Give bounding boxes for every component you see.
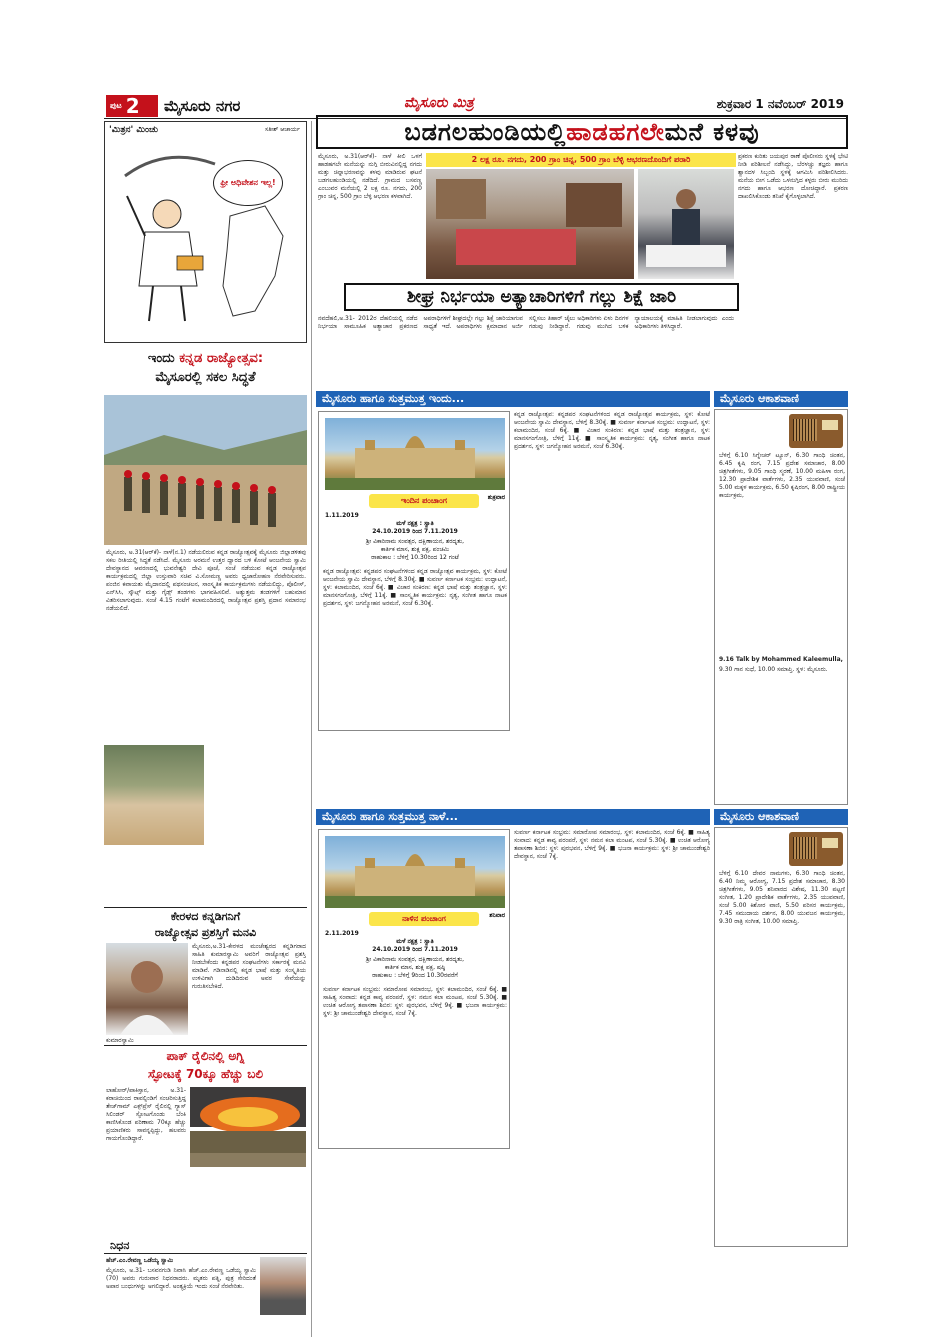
burglary-photo-1: [426, 169, 634, 279]
police-photo-icon: [638, 169, 734, 279]
today-events-left: ಕನ್ನಡ ರಾಜ್ಯೋತ್ಸವ: ಕನ್ನಡಪರ ಸಂಘಟನೆಗಳಿಂದ ಕನ್ನಡ ರಾಜ್ಯೋತ್ಸವ ಕಾರ್ಯಕ್ರಮ, ಸ್ಥಳ: ಕೋಟೆ ಆಂಜನೇಯ ಸ್ವಾಮಿ ದೇವಸ್ಥಾನ, ಬೆಳಿಗ್ಗೆ 8.30ಕ್ಕೆ. ■ ಸುವರ್ಣ ಕರ್ನಾಟಕ ಸಂಭ್ರಮ: ಉದ್ಘಾಟನೆ, ಸ್ಥಳ: ಕಲಾಮಂದಿರ, ಸಂಜೆ 6ಕ್ಕೆ. ■ ವಿಚಾರ ಸಂಕಿರಣ: ಕನ್ನಡ ಭಾಷೆ ಮತ್ತು ತಂತ್ರಜ್ಞಾನ, ಸ್ಥಳ: ಮಾನಸಗಂಗೋತ್ರಿ, ಬೆಳಿಗ್ಗೆ 11ಕ್ಕೆ. ■ ಸಾಂಸ್ಕೃತಿಕ ಕಾರ್ಯಕ್ರಮ: ನೃತ್ಯ, ಸಂಗೀತ ಹಾಗೂ ನಾಟಕ ಪ್ರದರ್ಶನ, ಸ್ಥಳ: ಜಗನ್ಮೋಹನ ಅರಮನೆ, ಸಂಜೆ 6.30ಕ್ಕೆ.: [323, 568, 507, 607]
tomorrow-panchanga-title: ನಾಳಿನ ಪಂಚಾಂಗ: [369, 912, 479, 926]
radio-tomorrow-bar: ಮೈಸೂರು ಆಕಾಶವಾಣಿ: [714, 809, 848, 825]
column-divider: [311, 121, 312, 1337]
tomorrow-day: ಶನಿವಾರ: [489, 912, 505, 919]
parade-image-icon: [104, 395, 307, 545]
palace-icon-2: [325, 836, 505, 908]
tomorrow-masa: ಕಾರ್ತಿಕ ಮಾಸ, ಶುಕ್ಲ ಪಕ್ಷ, ಷಷ್ಠಿ: [384, 964, 446, 971]
tomorrow-rahu: ರಾಹುಕಾಲ : ಬೆಳಿಗ್ಗೆ 9ರಿಂದ 10.30ರವರೆಗೆ: [372, 972, 458, 979]
today-nakshatra: ಮಳೆ ನಕ್ಷತ್ರ : ಸ್ವಾತಿ: [396, 520, 434, 527]
rajyotsava-head-b: ಕನ್ನಡ ರಾಜ್ಯೋತ್ಸವ:: [179, 351, 264, 366]
today-date: 1.11.2019: [325, 512, 359, 519]
page-number: 2: [125, 94, 140, 118]
kerala-rule: [104, 907, 307, 908]
today-bar: ಮೈಸೂರು ಹಾಗೂ ಸುತ್ತಮುತ್ತ ಇಂದು...: [316, 391, 710, 407]
rajyotsava-headline: [104, 349, 307, 387]
masthead: ಮೈಸೂರು ಮಿತ್ರ: [404, 95, 474, 111]
cartoon-speech-bubble: ಫ್ರೀ ಅಧಿವೇಶನ ಇಲ್ಲ!: [213, 160, 283, 206]
pak-rule: [104, 1045, 307, 1046]
nirbhaya-headline: ಶೀಘ್ರ ನಿರ್ಭಯಾ ಅತ್ಯಾಚಾರಿಗಳಿಗೆ ಗಲ್ಲು ಶಿಕ್ಷೆ ಜಾರಿ: [344, 283, 739, 311]
radio-tomorrow-box: [714, 827, 848, 1247]
newspaper-page: [104, 94, 848, 1290]
today-events-right: ಕನ್ನಡ ರಾಜ್ಯೋತ್ಸವ: ಕನ್ನಡಪರ ಸಂಘಟನೆಗಳಿಂದ ಕನ್ನಡ ರಾಜ್ಯೋತ್ಸವ ಕಾರ್ಯಕ್ರಮ, ಸ್ಥಳ: ಕೋಟೆ ಆಂಜನೇಯ ಸ್ವಾಮಿ ದೇವಸ್ಥಾನ, ಬೆಳಿಗ್ಗೆ 8.30ಕ್ಕೆ. ■ ಸುವರ್ಣ ಕರ್ನಾಟಕ ಸಂಭ್ರಮ: ಉದ್ಘಾಟನೆ, ಸ್ಥಳ: ಕಲಾಮಂದಿರ, ಸಂಜೆ 6ಕ್ಕೆ. ■ ವಿಚಾರ ಸಂಕಿರಣ: ಕನ್ನಡ ಭಾಷೆ ಮತ್ತು ತಂತ್ರಜ್ಞಾನ, ಸ್ಥಳ: ಮಾನಸಗಂಗೋತ್ರಿ, ಬೆಳಿಗ್ಗೆ 11ಕ್ಕೆ. ■ ಸಾಂಸ್ಕೃತಿಕ ಕಾರ್ಯಕ್ರಮ: ನೃತ್ಯ, ಸಂಗೀತ ಹಾಗೂ ನಾಟಕ ಪ್ರದರ್ಶನ, ಸ್ಥಳ: ಜಗನ್ಮೋಹನ ಅರಮನೆ, ಸಂಜೆ 6.30ಕ್ಕೆ.: [514, 411, 710, 450]
lead-subhead: 2 ಲಕ್ಷ ರೂ. ನಗದು, 200 ಗ್ರಾಂ ಚಿನ್ನ, 500 ಗ್ರಾಂ ಬೆಳ್ಳಿ ಆಭರಣದೊಂದಿಗೆ ಪರಾರಿ: [426, 153, 736, 167]
obituary-name: ಹೆಚ್.ಎಂ.ರೇವಣ್ಣ ಒಡೆಯ್ಯ ಸ್ವಾಮಿ: [106, 1257, 174, 1264]
nirbhaya-body: ನವದೆಹಲಿ,ಅ.31- 2012ರ ದೆಹಲಿಯಲ್ಲಿ ನಡೆದ ನಿರ್ಭಯಾ ಸಾಮೂಹಿಕ ಅತ್ಯಾಚಾರ ಪ್ರಕರಣದ ಅಪರಾಧಿಗಳಿಗೆ ಶೀಘ್ರದಲ್ಲೇ ಗಲ್ಲು ಶಿಕ್ಷೆ ಜಾರಿಯಾಗುವ ಸಾಧ್ಯತೆ ಇದೆ. ಅಪರಾಧಿಗಳು ಕ್ಷಮಾದಾನ ಅರ್ಜಿ ಸಲ್ಲಿಸಲು ತಿಹಾರ್ ಜೈಲು ಅಧಿಕಾರಿಗಳು ಏಳು ದಿನಗಳ ಗಡುವು ನೀಡಿದ್ದಾರೆ. ಗಡುವು ಮುಗಿದ ಬಳಿಕ ನ್ಯಾಯಾಲಯಕ್ಕೆ ಮಾಹಿತಿ ನೀಡಲಾಗುವುದು ಎಂದು ಅಧಿಕಾರಿಗಳು ತಿಳಿಸಿದ್ದಾರೆ.: [318, 315, 734, 330]
obituary-body: ಮೈಸೂರು, ಅ.31- ಬಸವನಗುಡಿ ನಿವಾಸಿ ಹೆಚ್.ಎಂ.ರೇವಣ್ಣ ಒಡೆಯ್ಯ ಸ್ವಾಮಿ (70) ಅವರು ಗುರುವಾರ ನಿಧನರಾದರು. ಮೃತರು ಪತ್ನಿ, ಪುತ್ರ ಸೇರಿದಂತೆ ಅಪಾರ ಬಂಧುಗಳನ್ನು ಅಗಲಿದ್ದಾರೆ. ಅಂತ್ಯಕ್ರಿಯೆ ಇಂದು ಸಂಜೆ ನೆರವೇರಿತು.: [106, 1267, 256, 1290]
tomorrow-nakshatra: ಮಳೆ ನಕ್ಷತ್ರ : ಸ್ವಾತಿ: [396, 938, 434, 945]
kerala-headline: [104, 909, 307, 941]
kerala-head-line1: ಕೇರಳದ ಕನ್ನಡಿಗನಿಗೆ: [170, 910, 241, 923]
rajyotsava-body: ಮೈಸೂರು, ಅ.31(ಆರ್‌ಕೆ)- ನಾಳೆ(ನ.1) ನಡೆಯಲಿರುವ ಕನ್ನಡ ರಾಜ್ಯೋತ್ಸವಕ್ಕೆ ಮೈಸೂರು ಜಿಲ್ಲಾಡಳಿತವು ಸಕಲ ರೀತಿಯಲ್ಲಿ ಸಿದ್ಧತೆ ನಡೆಸಿದೆ. ಮೈಸೂರು ಅರಮನೆ ಉತ್ತರ ದ್ವಾರದ ಬಳಿ ಕೋಟೆ ಆಂಜನೇಯ ಸ್ವಾಮಿ ದೇವಸ್ಥಾನದ ಆವರಣದಲ್ಲಿ ಭುವನೇಶ್ವರಿ ದೇವಿ ಪೂಜೆ, ಸಂಜೆ ನಡೆಯುವ ಕನ್ನಡ ರಾಜ್ಯೋತ್ಸವ ಕಾರ್ಯಕ್ರಮದಲ್ಲಿ ಜಿಲ್ಲಾ ಉಸ್ತುವಾರಿ ಸಚಿವ ವಿ.ಸೋಮಣ್ಣ ಅವರು ಧ್ವಜಾರೋಹಣ ನೆರವೇರಿಸುವರು. ಪಂಜಿನ ಕವಾಯತು ಮೈದಾನದಲ್ಲಿ ಪಥಸಂಚಲನ, ಸಾಂಸ್ಕೃತಿಕ ಕಾರ್ಯಕ್ರಮಗಳು ನಡೆಯಲಿದ್ದು, ಪೊಲೀಸ್, ಎನ್‌ಸಿಸಿ, ಸ್ಕೌಟ್ಸ್ ಮತ್ತು ಗೈಡ್ಸ್ ತಂಡಗಳು ಭಾಗವಹಿಸಲಿವೆ. ಅತ್ಯುತ್ತಮ ತಂಡಗಳಿಗೆ ಬಹುಮಾನ ವಿತರಿಸಲಾಗುವುದು. ಸಂಜೆ 4.15 ಗಂಟೆಗೆ ಕಲಾಮಂದಿರದಲ್ಲಿ ರಾಜ್ಯೋತ್ಸವ ಪ್ರಶಸ್ತಿ ಪ್ರದಾನ ಸಮಾರಂಭ ನಡೆಯಲಿದೆ.: [106, 549, 306, 612]
obituary-title: ನಿಧನ: [104, 1239, 307, 1254]
radio-icon: [789, 414, 843, 448]
kumaraswamy-photo: [106, 943, 188, 1035]
section-title: ಮೈಸೂರು ನಗರ: [164, 97, 241, 115]
pak-headline: [104, 1047, 307, 1083]
lead-head-b: ಹಾಡಹಗಲೇ: [566, 118, 665, 146]
page-label: ಪುಟ: [110, 101, 122, 110]
lead-body-left: ಮೈಸೂರು, ಅ.31(ಆರ್‌ಕೆ)- ನಾಳೆ ಕೀಲಿ ಒಳಗೆ ಹಾಡಹಗಲೇ ಮನೆಯನ್ನು ನುಗ್ಗಿ ಬೀರುವಿನಲ್ಲಿದ್ದ ನಗದು ಮತ್ತು ಚಿನ್ನಾಭರಣವನ್ನು ಕಳವು ಮಾಡಿರುವ ಘಟನೆ ಬಡಗಲಹುಂಡಿಯಲ್ಲಿ ನಡೆದಿದೆ. ಗ್ರಾಮದ ಬಸವಣ್ಣ ಎಂಬುವರ ಮನೆಯಲ್ಲಿ 2 ಲಕ್ಷ ರೂ. ನಗದು, 200 ಗ್ರಾಂ ಚಿನ್ನ, 500 ಗ್ರಾಂ ಬೆಳ್ಳಿ ಆಭರಣ ಕಳವಾಗಿದೆ.: [318, 153, 422, 200]
cartoon-artist: ಸತೀಶ್ ಆಚಾರ್ಯ: [265, 126, 300, 133]
cartoon-drawing-icon: [105, 136, 306, 342]
today-panchanga-box: [318, 411, 510, 731]
palace-photo-tomorrow: [325, 836, 505, 908]
palace-photo-today: [325, 418, 505, 490]
palace-icon: [325, 418, 505, 490]
today-rahu: ರಾಹುಕಾಲ : ಬೆಳಿಗ್ಗೆ 10.30ರಿಂದ 12 ಗಂಟೆ: [371, 554, 459, 561]
radio-tomorrow-body: ಬೆಳಿಗ್ಗೆ 6.10 ದೇವರ ನಾಮಗಳು, 6.30 ಗಾಂಧಿ ಚಿಂತನ, 6.40 ನಿಮ್ಮ ಆರೋಗ್ಯ, 7.15 ಪ್ರದೇಶ ಸಮಾಚಾರ, 8.30 ಚಿತ್ರಗೀತೆಗಳು, 9.05 ಶನಿವಾರದ ವಿಶೇಷ, 11.30 ಪಟ್ಟಣಿ ಸಂಗೀತ, 1.20 ಪ್ರಾದೇಶಿಕ ವಾರ್ತೆಗಳು, 2.35 ಯುವವಾಣಿ, ಸಂಜೆ 5.00 ಕಿಶೋರ ವಾಣಿ, 5.50 ಪರಿಸರ ಕಾರ್ಯಕ್ರಮ, 7.45 ಸಮುದಾಯ ದರ್ಶನ, 8.00 ಯುವಜನ ಕಾರ್ಯಕ್ರಮ, 9.30 ರಾತ್ರಿ ಸಂಗೀತ, 10.00 ಸಮಾಪ್ತಿ.: [719, 870, 845, 925]
issue-date: ಶುಕ್ರವಾರ 1 ನವೆಂಬರ್ 2019: [716, 97, 844, 111]
burglary-photo-2: [638, 169, 734, 279]
radio-today-highlight: 9.16 Talk by Mohammed Kaleemulla,: [719, 656, 843, 663]
radio-today-body2: 9.30 ಗಾನ ಸುಧೆ, 10.00 ಸಮಾಪ್ತಿ. ಸ್ಥಳ: ಮೈಸೂರು.: [719, 666, 828, 673]
train-fire-photo: [190, 1087, 306, 1167]
today-panchanga-title: ಇಂದಿನ ಪಂಚಾಂಗ: [369, 494, 479, 508]
kerala-head-line2: ರಾಜ್ಯೋತ್ಸವ ಪ್ರಶಸ್ತಿಗೆ ಮನವಿ: [154, 926, 257, 939]
cartoon-panel: [104, 121, 307, 343]
lead-headline: [316, 115, 848, 149]
rajyotsava-head-line2: ಮೈಸೂರಲ್ಲಿ ಸಕಲ ಸಿದ್ಧತೆ: [155, 370, 256, 385]
portrait-icon: [106, 943, 188, 1035]
tomorrow-date: 2.11.2019: [325, 930, 359, 937]
rajyotsava-head-a: ಇಂದು: [147, 351, 180, 366]
radio-today-bar: ಮೈಸೂರು ಆಕಾಶವಾಣಿ: [714, 391, 848, 407]
today-day: ಶುಕ್ರವಾರ: [487, 494, 505, 501]
tomorrow-events-left: ಸುವರ್ಣ ಕರ್ನಾಟಕ ಸಂಭ್ರಮ: ಸಮಾರೋಪ ಸಮಾರಂಭ, ಸ್ಥಳ: ಕಲಾಮಂದಿರ, ಸಂಜೆ 6ಕ್ಕೆ. ■ ಸಾಹಿತ್ಯ ಸಂವಾದ: ಕನ್ನಡ ಕಾವ್ಯ ಪರಂಪರೆ, ಸ್ಥಳ: ನಮನ ಕಲಾ ಮಂಟಪ, ಸಂಜೆ 5.30ಕ್ಕೆ. ■ ಉಚಿತ ಆರೋಗ್ಯ ತಪಾಸಣಾ ಶಿಬಿರ: ಸ್ಥಳ: ಪುರಭವನ, ಬೆಳಿಗ್ಗೆ 9ಕ್ಕೆ. ■ ಭಜನಾ ಕಾರ್ಯಕ್ರಮ: ಸ್ಥಳ: ಶ್ರೀ ಚಾಮುಂಡೇಶ್ವರಿ ದೇವಸ್ಥಾನ, ಸಂಜೆ 7ಕ್ಕೆ.: [323, 986, 507, 1017]
tomorrow-bar: ಮೈಸೂರು ಹಾಗೂ ಸುತ್ತಮುತ್ತ ನಾಳೆ...: [316, 809, 710, 825]
obituary-photo: [260, 1257, 306, 1315]
tomorrow-dates-line: 24.10.2019 ರಿಂದ 7.11.2019: [372, 946, 458, 953]
pak-body-left: ಲಾಹೋರ್/ಪಾಕಿಸ್ತಾನ, ಅ.31- ಕರಾಚಿಯಿಂದ ರಾವಲ್ಪಿಂಡಿಗೆ ಸಂಚರಿಸುತ್ತಿದ್ದ ತೇಜ್‌ಗಾಮ್ ಎಕ್ಸ್‌ಪ್ರೆಸ್ ರೈಲಿನಲ್ಲಿ ಗ್ಯಾಸ್ ಸಿಲಿಂಡರ್ ಸ್ಫೋಟಗೊಂಡು ಬೆಂಕಿ ಕಾಣಿಸಿಕೊಂಡ ಪರಿಣಾಮ 70ಕ್ಕೂ ಹೆಚ್ಚು ಪ್ರಯಾಣಿಕರು ಸಾವನ್ನಪ್ಪಿದ್ದು, ಹಲವರು ಗಾಯಗೊಂಡಿದ್ದಾರೆ.: [106, 1087, 186, 1142]
train-fire-icon: [190, 1087, 306, 1167]
tomorrow-samvatsara: ಶ್ರೀ ವಿಕಾರಿನಾಮ ಸಂವತ್ಸರ, ದಕ್ಷಿಣಾಯನ, ಶರದೃತು,: [365, 956, 465, 963]
parade-photo: [104, 395, 307, 545]
pak-head-line1: ಪಾಕ್ ರೈಲಿನಲ್ಲಿ ಅಗ್ನಿ: [166, 1049, 245, 1063]
meeting-photo: [104, 745, 204, 845]
room-photo-icon: [426, 169, 634, 279]
today-masa: ಕಾರ್ತಿಕ ಮಾಸ, ಶುಕ್ಲ ಪಕ್ಷ, ಪಂಚಮಿ: [380, 546, 450, 553]
tomorrow-events-right: ಸುವರ್ಣ ಕರ್ನಾಟಕ ಸಂಭ್ರಮ: ಸಮಾರೋಪ ಸಮಾರಂಭ, ಸ್ಥಳ: ಕಲಾಮಂದಿರ, ಸಂಜೆ 6ಕ್ಕೆ. ■ ಸಾಹಿತ್ಯ ಸಂವಾದ: ಕನ್ನಡ ಕಾವ್ಯ ಪರಂಪರೆ, ಸ್ಥಳ: ನಮನ ಕಲಾ ಮಂಟಪ, ಸಂಜೆ 5.30ಕ್ಕೆ. ■ ಉಚಿತ ಆರೋಗ್ಯ ತಪಾಸಣಾ ಶಿಬಿರ: ಸ್ಥಳ: ಪುರಭವನ, ಬೆಳಿಗ್ಗೆ 9ಕ್ಕೆ. ■ ಭಜನಾ ಕಾರ್ಯಕ್ರಮ: ಸ್ಥಳ: ಶ್ರೀ ಚಾಮುಂಡೇಶ್ವರಿ ದೇವಸ್ಥಾನ, ಸಂಜೆ 7ಕ್ಕೆ.: [514, 829, 710, 860]
tomorrow-panchanga-box: [318, 829, 510, 1149]
radio-today-box: [714, 409, 848, 805]
pak-head-line2: ಸ್ಫೋಟಕ್ಕೆ 70ಕ್ಕೂ ಹೆಚ್ಚು ಬಲಿ: [148, 1067, 263, 1081]
today-dates-line: 24.10.2019 ರಿಂದ 7.11.2019: [372, 528, 458, 535]
kumaraswamy-caption: ಕುಮಾರಸ್ವಾಮಿ: [106, 1037, 134, 1044]
radio-today-body: ಬೆಳಿಗ್ಗೆ 6.10 ಸಿಗ್ನೇಚರ್ ಟ್ಯೂನ್, 6.30 ಗಾಂಧಿ ಚಿಂತನ, 6.45 ಕೃಷಿ ರಂಗ, 7.15 ಪ್ರದೇಶ ಸಮಾಚಾರ, 8.00 ಚಿತ್ರಗೀತೆಗಳು, 9.05 ಗಾಂಧಿ ಸ್ಮರಣೆ, 10.00 ಮಹಿಳಾ ರಂಗ, 12.30 ಪ್ರಾದೇಶಿಕ ವಾರ್ತೆಗಳು, 2.35 ಯುವವಾಣಿ, ಸಂಜೆ 5.00 ಮಕ್ಕಳ ಕಾರ್ಯಕ್ರಮ, 6.50 ಕೃಷಿರಂಗ, 8.00 ರಾಷ್ಟ್ರೀಯ ಕಾರ್ಯಕ್ರಮ,: [719, 452, 845, 499]
lead-head-a: ಬಡಗಲಹುಂಡಿಯಲ್ಲಿ: [404, 118, 567, 146]
kerala-body: ಮೈಸೂರು,ಅ.31-ಕೇರಳದ ಮಂಜೇಶ್ವರದ ಕನ್ನಡಿಗರಾದ ಸಾಹಿತಿ ಕುಮಾರಸ್ವಾಮಿ ಅವರಿಗೆ ರಾಜ್ಯೋತ್ಸವ ಪ್ರಶಸ್ತಿ ನೀಡಬೇಕೆಂದು ಕನ್ನಡಪರ ಸಂಘಟನೆಗಳು ಸರ್ಕಾರಕ್ಕೆ ಮನವಿ ಮಾಡಿವೆ. ಗಡಿನಾಡಿನಲ್ಲಿ ಕನ್ನಡ ಭಾಷೆ ಮತ್ತು ಸಂಸ್ಕೃತಿಯ ಉಳಿವಿಗಾಗಿ ದುಡಿದಿರುವ ಅವರ ಸೇವೆಯನ್ನು ಗುರುತಿಸಬೇಕಿದೆ.: [192, 943, 306, 990]
cartoon-title: 'ಮಿತ್ರನ' ಮಿಂಚು: [109, 125, 159, 135]
radio-icon-2: [789, 832, 843, 866]
today-samvatsara: ಶ್ರೀ ವಿಕಾರಿನಾಮ ಸಂವತ್ಸರ, ದಕ್ಷಿಣಾಯನ, ಶರದೃತು,: [365, 538, 465, 545]
page-number-badge: [106, 95, 158, 117]
lead-body-right: ಪ್ರಕರಣ ಕುರಿತು ಜಯಪುರ ಠಾಣೆ ಪೊಲೀಸರು ಸ್ಥಳಕ್ಕೆ ಭೇಟಿ ನೀಡಿ ಪರಿಶೀಲನೆ ನಡೆಸಿದ್ದು, ಬೆರಳಚ್ಚು ತಜ್ಞರು ಹಾಗೂ ಶ್ವಾನದಳ ಸಿಬ್ಬಂದಿ ಸ್ಥಳಕ್ಕೆ ಆಗಮಿಸಿ ಪರಿಶೀಲಿಸಿದರು. ಮನೆಯ ಬೀಗ ಒಡೆದು ಒಳನುಗ್ಗಿದ ಕಳ್ಳರು ಬೀರು ಮುರಿದು ನಗದು ಹಾಗೂ ಆಭರಣ ದೋಚಿದ್ದಾರೆ. ಪ್ರಕರಣ ದಾಖಲಿಸಿಕೊಂಡು ತನಿಖೆ ಕೈಗೊಳ್ಳಲಾಗಿದೆ.: [738, 153, 848, 200]
lead-head-c: ಮನೆ ಕಳವು: [664, 118, 760, 146]
